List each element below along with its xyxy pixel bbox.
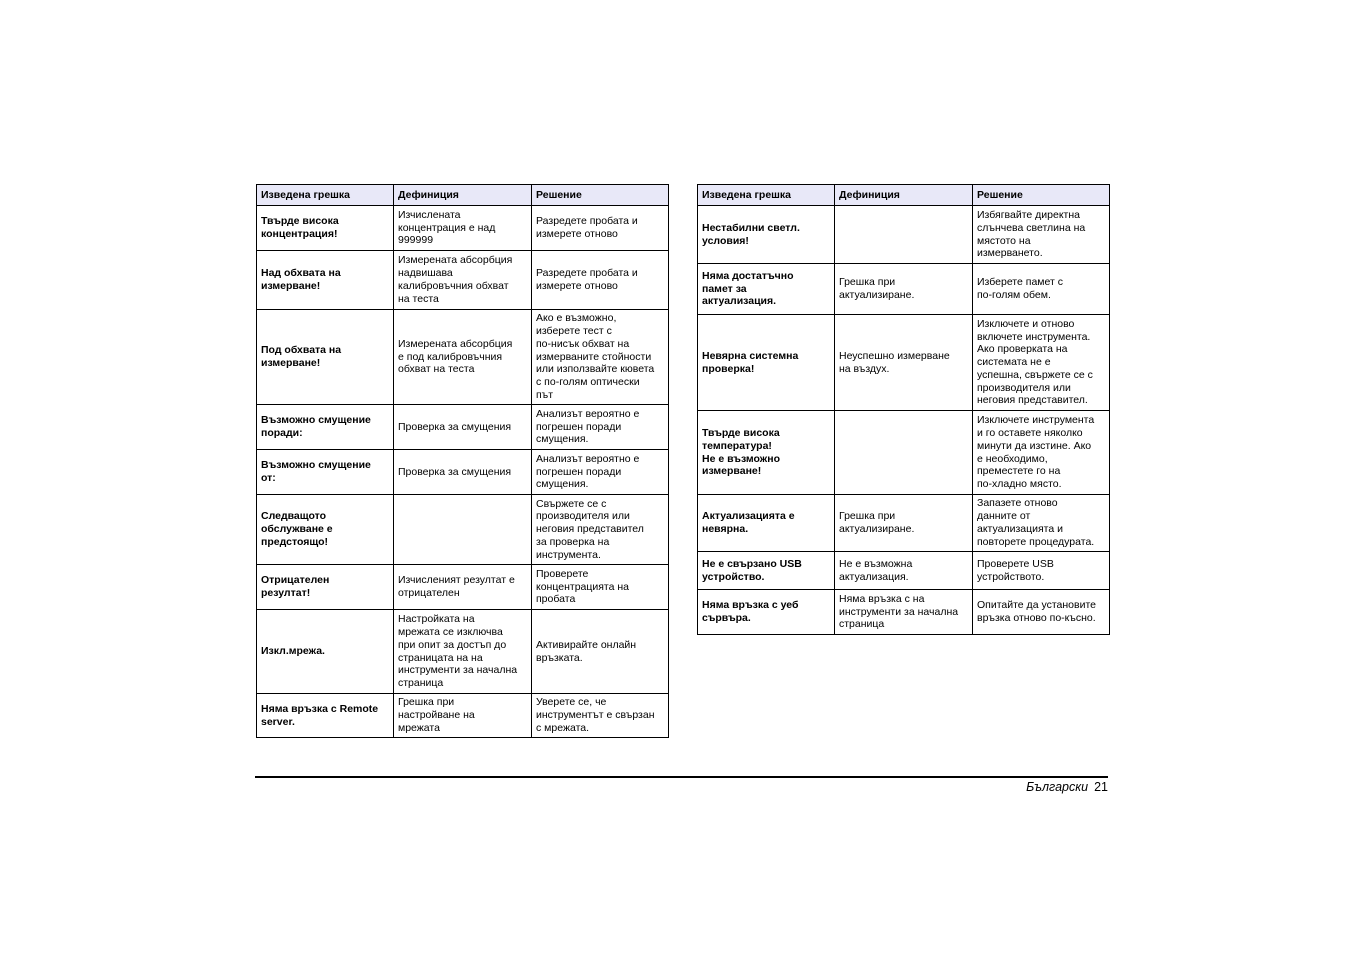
- table-row: [698, 411, 1110, 495]
- error-definition: [835, 206, 973, 264]
- error-solution: Уверете се, че инструментът е свързан с мрежата.: [532, 694, 669, 738]
- table-row: [257, 565, 669, 610]
- page-number: 21: [1094, 780, 1108, 794]
- header-solution: Решение: [532, 185, 669, 206]
- header-definition: Дефиниция: [835, 185, 973, 206]
- error-code: Твърде висока концентрация!: [257, 206, 394, 251]
- error-solution: Изключете инструмента и го оставете няколко минути да изстине. Ако е необходимо, преместете го на по-хладно място.: [973, 411, 1110, 495]
- error-definition: Проверка за смущения: [394, 450, 532, 495]
- error-solution: Избягвайте директна слънчева светлина на мястото на измерването.: [973, 206, 1110, 264]
- page-footer: [1026, 780, 1108, 794]
- error-definition: Неуспешно измерване на въздух.: [835, 315, 973, 411]
- table-row: [257, 251, 669, 310]
- table-row: [257, 206, 669, 251]
- table-row: [698, 206, 1110, 264]
- header-solution: Решение: [973, 185, 1110, 206]
- error-code: Възможно смущение поради:: [257, 405, 394, 450]
- error-solution: Анализът вероятно е погрешен поради смущения.: [532, 450, 669, 495]
- error-definition: [394, 495, 532, 565]
- error-code: Над обхвата на измерване!: [257, 251, 394, 310]
- error-solution: Активирайте онлайн връзката.: [532, 610, 669, 694]
- error-definition: Проверка за смущения: [394, 405, 532, 450]
- table-header-row: [257, 185, 669, 206]
- table-row: [257, 405, 669, 450]
- error-code: Няма връзка с уеб сървъра.: [698, 590, 835, 635]
- error-code: Нестабилни светл. условия!: [698, 206, 835, 264]
- error-table-left: [256, 184, 669, 738]
- table-row: [257, 495, 669, 565]
- table-row: [698, 552, 1110, 590]
- error-code: Изкл.мрежа.: [257, 610, 394, 694]
- error-solution: Разредете пробата и измерете отново: [532, 206, 669, 251]
- error-code: Невярна системна проверка!: [698, 315, 835, 411]
- table-row: [698, 315, 1110, 411]
- error-definition: Грешка при актуализиране.: [835, 264, 973, 315]
- error-solution: Опитайте да установите връзка отново по-късно.: [973, 590, 1110, 635]
- table-row: [257, 310, 669, 405]
- error-code: Твърде висока температура! Не е възможно измерване!: [698, 411, 835, 495]
- error-definition: Изчислената концентрация е над 999999: [394, 206, 532, 251]
- table-row: [698, 495, 1110, 552]
- error-code: Не е свързано USB устройство.: [698, 552, 835, 590]
- error-code: Следващото обслужване е предстоящо!: [257, 495, 394, 565]
- table-row: [257, 694, 669, 738]
- header-displayed-error: Изведена грешка: [698, 185, 835, 206]
- footer-language: Български: [1026, 780, 1089, 794]
- error-code: Възможно смущение от:: [257, 450, 394, 495]
- error-code: Няма достатъчно памет за актуализация.: [698, 264, 835, 315]
- table-row: [698, 590, 1110, 635]
- error-solution: Анализът вероятно е погрешен поради смущения.: [532, 405, 669, 450]
- error-code: Актуализацията е невярна.: [698, 495, 835, 552]
- error-solution: Ако е възможно, изберете тест с по-нисък обхват на измерваните стойности или използвайте кювета с по-голям оптически път: [532, 310, 669, 405]
- error-solution: Изключете и отново включете инструмента. Ако проверката на системата не е успешна, свържете се с производителя или неговия представител.: [973, 315, 1110, 411]
- table-row: [257, 450, 669, 495]
- table-row: [257, 610, 669, 694]
- error-table-right: [697, 184, 1110, 635]
- error-solution: Разредете пробата и измерете отново: [532, 251, 669, 310]
- error-solution: Проверете USB устройството.: [973, 552, 1110, 590]
- table-header-row: [698, 185, 1110, 206]
- error-solution: Проверете концентрацията на пробата: [532, 565, 669, 610]
- error-definition: Изчисленият резултат е отрицателен: [394, 565, 532, 610]
- error-code: Под обхвата на измерване!: [257, 310, 394, 405]
- header-definition: Дефиниция: [394, 185, 532, 206]
- error-definition: Грешка при актуализиране.: [835, 495, 973, 552]
- error-definition: [835, 411, 973, 495]
- error-code: Отрицателен резултат!: [257, 565, 394, 610]
- table-row: [698, 264, 1110, 315]
- error-definition: Настройката на мрежата се изключва при опит за достъп до страницата на на инструменти за начална страница: [394, 610, 532, 694]
- error-solution: Изберете памет с по-голям обем.: [973, 264, 1110, 315]
- error-definition: Измерената абсорбция е под калибровъчния обхват на теста: [394, 310, 532, 405]
- error-solution: Запазете отново данните от актуализацията и повторете процедурата.: [973, 495, 1110, 552]
- error-definition: Не е възможна актуализация.: [835, 552, 973, 590]
- error-definition: Няма връзка с на инструменти за начална страница: [835, 590, 973, 635]
- footer-divider: [255, 776, 1108, 778]
- error-definition: Измерената абсорбция надвишава калибровъчния обхват на теста: [394, 251, 532, 310]
- error-code: Няма връзка с Remote server.: [257, 694, 394, 738]
- error-definition: Грешка при настройване на мрежата: [394, 694, 532, 738]
- header-displayed-error: Изведена грешка: [257, 185, 394, 206]
- error-solution: Свържете се с производителя или неговия представител за проверка на инструмента.: [532, 495, 669, 565]
